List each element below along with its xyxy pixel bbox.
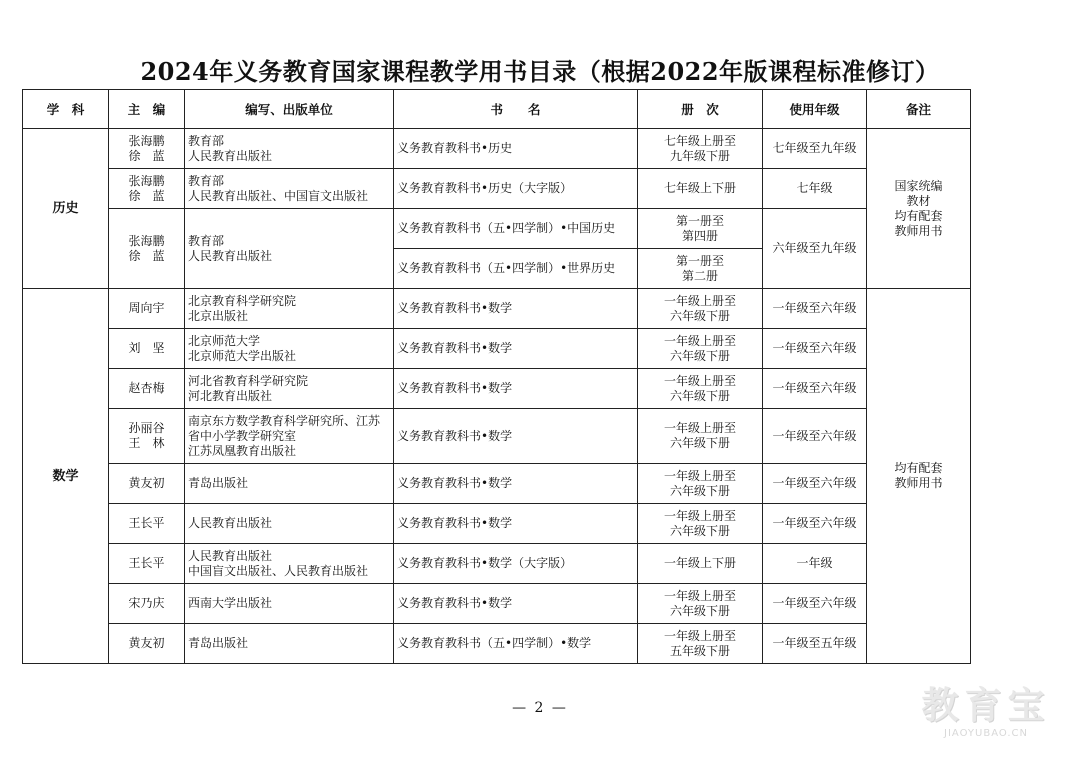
editor-cell: 黄友初 [109,624,185,664]
volume-cell: 一年级上下册 [638,544,763,584]
subject-history: 历史 [23,129,109,289]
table-row [23,369,971,409]
table-row [23,409,971,464]
header-publisher: 编写、出版单位 [185,90,394,129]
publisher-cell: 青岛出版社 [185,464,394,504]
editor-cell: 张海鹏 徐 蓝 [109,169,185,209]
math-remarks: 均有配套 教师用书 [867,289,971,664]
editor-cell: 张海鹏 徐 蓝 [109,209,185,289]
volume-cell: 一年级上册至 六年级下册 [638,369,763,409]
book-title-cell: 义务教育教科书•数学（大字版） [394,544,638,584]
volume-cell: 第一册至 第二册 [638,249,763,289]
publisher-cell: 教育部 人民教育出版社、中国盲文出版社 [185,169,394,209]
publisher-cell: 西南大学出版社 [185,584,394,624]
publisher-cell: 河北省教育科学研究院 河北教育出版社 [185,369,394,409]
grade-cell: 一年级至五年级 [763,624,867,664]
book-title-cell: 义务教育教科书•数学 [394,504,638,544]
book-title-cell: 义务教育教科书（五•四学制）•中国历史 [394,209,638,249]
book-title-cell: 义务教育教科书•数学 [394,584,638,624]
grade-cell: 七年级至九年级 [763,129,867,169]
watermark-url: JIAOYUBAO.CN [944,728,1028,739]
table-header-row [23,90,971,129]
publisher-cell: 教育部 人民教育出版社 [185,209,394,289]
volume-cell: 一年级上册至 六年级下册 [638,329,763,369]
volume-cell: 第一册至 第四册 [638,209,763,249]
volume-cell: 一年级上册至 六年级下册 [638,464,763,504]
volume-cell: 一年级上册至 六年级下册 [638,409,763,464]
header-grade: 使用年级 [763,90,867,129]
grade-cell: 一年级至六年级 [763,504,867,544]
volume-cell: 一年级上册至 六年级下册 [638,504,763,544]
table-row [23,464,971,504]
editor-cell: 张海鹏 徐 蓝 [109,129,185,169]
header-volume: 册 次 [638,90,763,129]
table-row [23,544,971,584]
grade-cell: 一年级 [763,544,867,584]
book-title-cell: 义务教育教科书•历史 [394,129,638,169]
editor-cell: 周向宇 [109,289,185,329]
header-subject: 学 科 [23,90,109,129]
book-title-cell: 义务教育教科书•数学 [394,369,638,409]
table-row [23,504,971,544]
table-row [23,129,971,169]
editor-cell: 孙丽谷 王 林 [109,409,185,464]
book-title-cell: 义务教育教科书•数学 [394,409,638,464]
editor-cell: 宋乃庆 [109,584,185,624]
subject-math: 数学 [23,289,109,664]
volume-cell: 七年级上册至 九年级下册 [638,129,763,169]
history-remarks: 国家统编 教材 均有配套 教师用书 [867,129,971,289]
table-row [23,289,971,329]
publisher-cell: 北京教育科学研究院 北京出版社 [185,289,394,329]
table-row [23,329,971,369]
table-row [23,624,971,664]
volume-cell: 一年级上册至 五年级下册 [638,624,763,664]
textbook-catalog-table [22,89,971,664]
watermark-logo: 教育宝 [921,684,1051,727]
table-row [23,169,971,209]
book-title-cell: 义务教育教科书•历史（大字版） [394,169,638,209]
grade-cell: 六年级至九年级 [763,209,867,289]
publisher-cell: 人民教育出版社 中国盲文出版社、人民教育出版社 [185,544,394,584]
watermark [916,684,1056,744]
book-title-cell: 义务教育教科书•数学 [394,329,638,369]
header-remarks: 备注 [867,90,971,129]
publisher-cell: 青岛出版社 [185,624,394,664]
editor-cell: 刘 坚 [109,329,185,369]
table-row [23,209,971,249]
book-title-cell: 义务教育教科书（五•四学制）•世界历史 [394,249,638,289]
publisher-cell: 人民教育出版社 [185,504,394,544]
document-title: 2024年义务教育国家课程教学用书目录（根据2022年版课程标准修订） [140,57,940,86]
book-title-cell: 义务教育教科书•数学 [394,464,638,504]
publisher-cell: 北京师范大学 北京师范大学出版社 [185,329,394,369]
volume-cell: 七年级上下册 [638,169,763,209]
editor-cell: 王长平 [109,544,185,584]
publisher-cell: 教育部 人民教育出版社 [185,129,394,169]
grade-cell: 一年级至六年级 [763,369,867,409]
page-number: — 2 — [512,700,568,716]
publisher-cell: 南京东方数学教育科学研究所、江苏省中小学教学研究室 江苏凤凰教育出版社 [185,409,394,464]
grade-cell: 一年级至六年级 [763,329,867,369]
editor-cell: 王长平 [109,504,185,544]
volume-cell: 一年级上册至 六年级下册 [638,289,763,329]
grade-cell: 七年级 [763,169,867,209]
header-editor: 主 编 [109,90,185,129]
header-book-title: 书 名 [394,90,638,129]
editor-cell: 赵杏梅 [109,369,185,409]
volume-cell: 一年级上册至 六年级下册 [638,584,763,624]
book-title-cell: 义务教育教科书（五•四学制）•数学 [394,624,638,664]
editor-cell: 黄友初 [109,464,185,504]
grade-cell: 一年级至六年级 [763,584,867,624]
grade-cell: 一年级至六年级 [763,464,867,504]
book-title-cell: 义务教育教科书•数学 [394,289,638,329]
grade-cell: 一年级至六年级 [763,289,867,329]
grade-cell: 一年级至六年级 [763,409,867,464]
table-row [23,584,971,624]
